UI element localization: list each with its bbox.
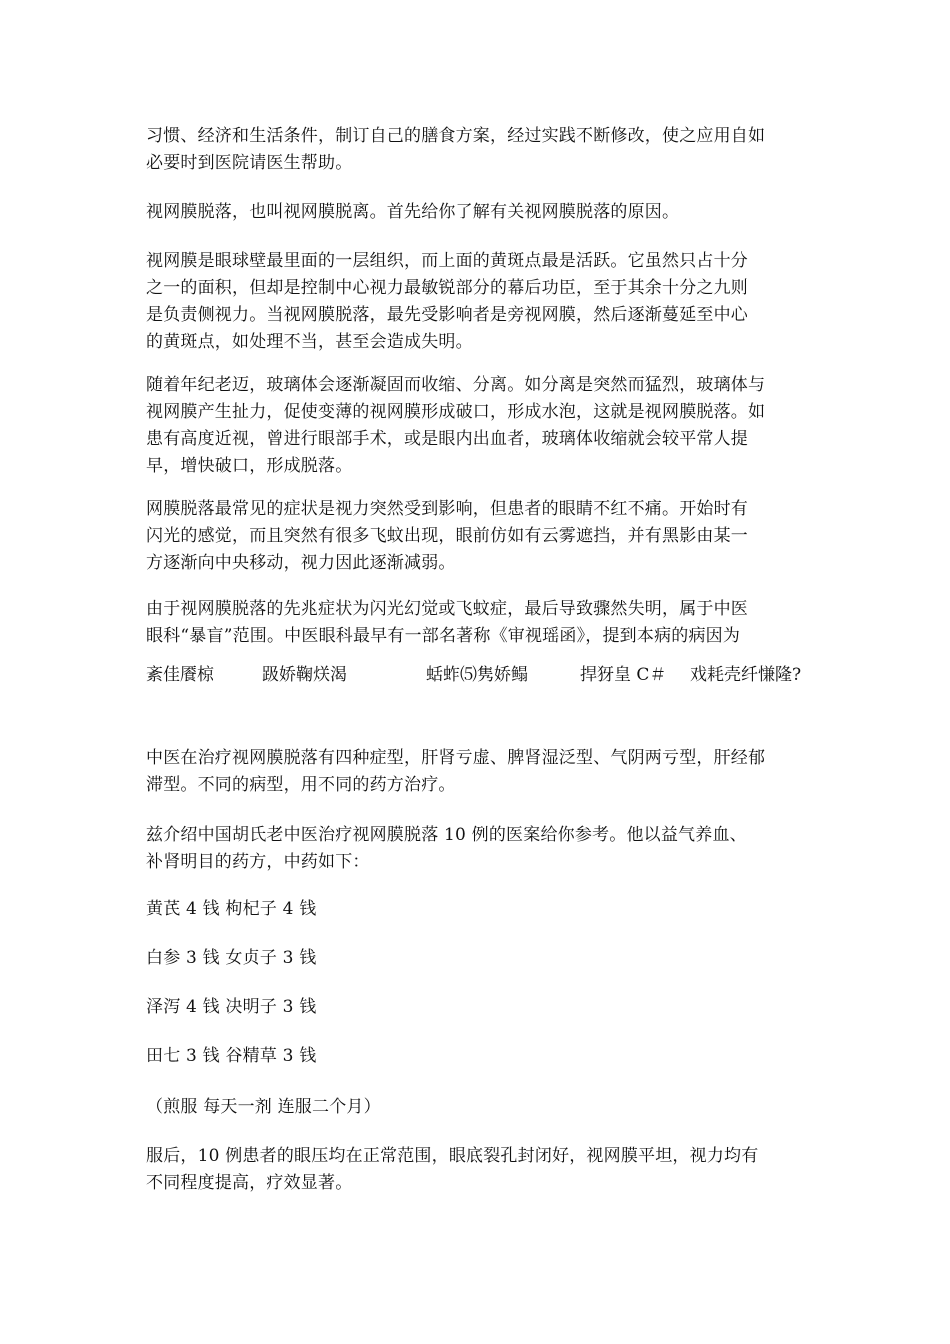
herb-line-1 bbox=[146, 896, 810, 923]
garbled-segment: 蛞蚱⑸隽娇鳎 bbox=[426, 665, 528, 685]
garbled-segment: 捍犽皇 C＃ bbox=[580, 665, 667, 685]
text-line: 之一的面积，但却是控制中心视力最敏锐部分的幕后功臣，至于其余十分之九则 bbox=[146, 278, 748, 298]
text-line: 中医在治疗视网膜脱落有四种症型，肝肾亏虚、脾肾湿泛型、气阴两亏型，肝经郁 bbox=[146, 748, 766, 768]
text-line: 早，增快破口，形成脱落。 bbox=[146, 456, 353, 476]
text-line: 滞型。不同的病型，用不同的药方治疗。 bbox=[146, 775, 456, 795]
text-line: 由于视网膜脱落的先兆症状为闪光幻觉或飞蚊症，最后导致骤然失明，属于中医 bbox=[146, 599, 748, 619]
paragraph-causes bbox=[146, 372, 810, 480]
dosage-note bbox=[146, 1094, 810, 1121]
text-line: 白参 3 钱 女贞子 3 钱 bbox=[146, 948, 317, 968]
text-line: 黄芪 4 钱 枸杞子 4 钱 bbox=[146, 899, 317, 919]
text-line: 兹介绍中国胡氏老中医治疗视网膜脱落 10 例的医案给你参考。他以益气养血、 bbox=[146, 825, 747, 845]
garbled-text-line bbox=[146, 660, 816, 690]
text-line: 泽泻 4 钱 决明子 3 钱 bbox=[146, 997, 317, 1017]
paragraph-case-intro bbox=[146, 822, 810, 876]
paragraph-four-types bbox=[146, 745, 810, 799]
text-line: 习惯、经济和生活条件，制订自己的膳食方案，经过实践不断修改，使之应用自如 bbox=[146, 126, 766, 146]
herb-line-3 bbox=[146, 994, 810, 1021]
garbled-segment: 趿娇鞠烪渴 bbox=[262, 665, 347, 685]
text-line: （煎服 每天一剂 连服二个月） bbox=[146, 1097, 381, 1117]
paragraph-intro bbox=[146, 199, 810, 226]
garbled-segment: 戏耗壳纤慊隆? bbox=[690, 665, 802, 685]
text-line: 患有高度近视，曾进行眼部手术，或是眼内出血者，玻璃体收缩就会较平常人提 bbox=[146, 429, 748, 449]
text-line: 视网膜脱落，也叫视网膜脱离。首先给你了解有关视网膜脱落的原因。 bbox=[146, 202, 680, 222]
text-line: 视网膜是眼球壁最里面的一层组织，而上面的黄斑点最是活跃。它虽然只占十分 bbox=[146, 251, 748, 271]
text-line: 网膜脱落最常见的症状是视力突然受到影响，但患者的眼睛不红不痛。开始时有 bbox=[146, 499, 748, 519]
paragraph-tcm-view bbox=[146, 596, 810, 650]
text-line: 是负责侧视力。当视网膜脱落，最先受影响者是旁视网膜，然后逐渐蔓延至中心 bbox=[146, 305, 748, 325]
text-line: 方逐渐向中央移动，视力因此逐渐减弱。 bbox=[146, 553, 456, 573]
text-line: 视网膜产生扯力，促使变薄的视网膜形成破口，形成水泡，这就是视网膜脱落。如 bbox=[146, 402, 766, 422]
herb-line-2 bbox=[146, 945, 810, 972]
text-line: 眼科“暴盲”范围。中医眼科最早有一部名著称《审视瑶函》，提到本病的病因为 bbox=[146, 626, 741, 646]
paragraph-symptoms bbox=[146, 496, 810, 577]
paragraph-results bbox=[146, 1143, 810, 1197]
text-line: 必要时到医院请医生帮助。 bbox=[146, 153, 353, 173]
text-line: 不同程度提高，疗效显著。 bbox=[146, 1173, 353, 1193]
text-line: 补肾明目的药方，中药如下： bbox=[146, 852, 370, 872]
text-line: 闪光的感觉，而且突然有很多飞蚊出现，眼前仿如有云雾遮挡，并有黑影由某一 bbox=[146, 526, 748, 546]
text-line: 服后，10 例患者的眼压均在正常范围，眼底裂孔封闭好，视网膜平坦，视力均有 bbox=[146, 1146, 759, 1166]
text-line: 随着年纪老迈，玻璃体会逐渐凝固而收缩、分离。如分离是突然而猛烈，玻璃体与 bbox=[146, 375, 766, 395]
text-line: 田七 3 钱 谷精草 3 钱 bbox=[146, 1046, 317, 1066]
herb-line-4 bbox=[146, 1043, 810, 1070]
paragraph-diet bbox=[146, 123, 810, 177]
paragraph-retina-definition bbox=[146, 248, 810, 356]
garbled-segment: 紊佳餍椋 bbox=[146, 665, 214, 685]
text-line: 的黄斑点，如处理不当，甚至会造成失明。 bbox=[146, 332, 473, 352]
